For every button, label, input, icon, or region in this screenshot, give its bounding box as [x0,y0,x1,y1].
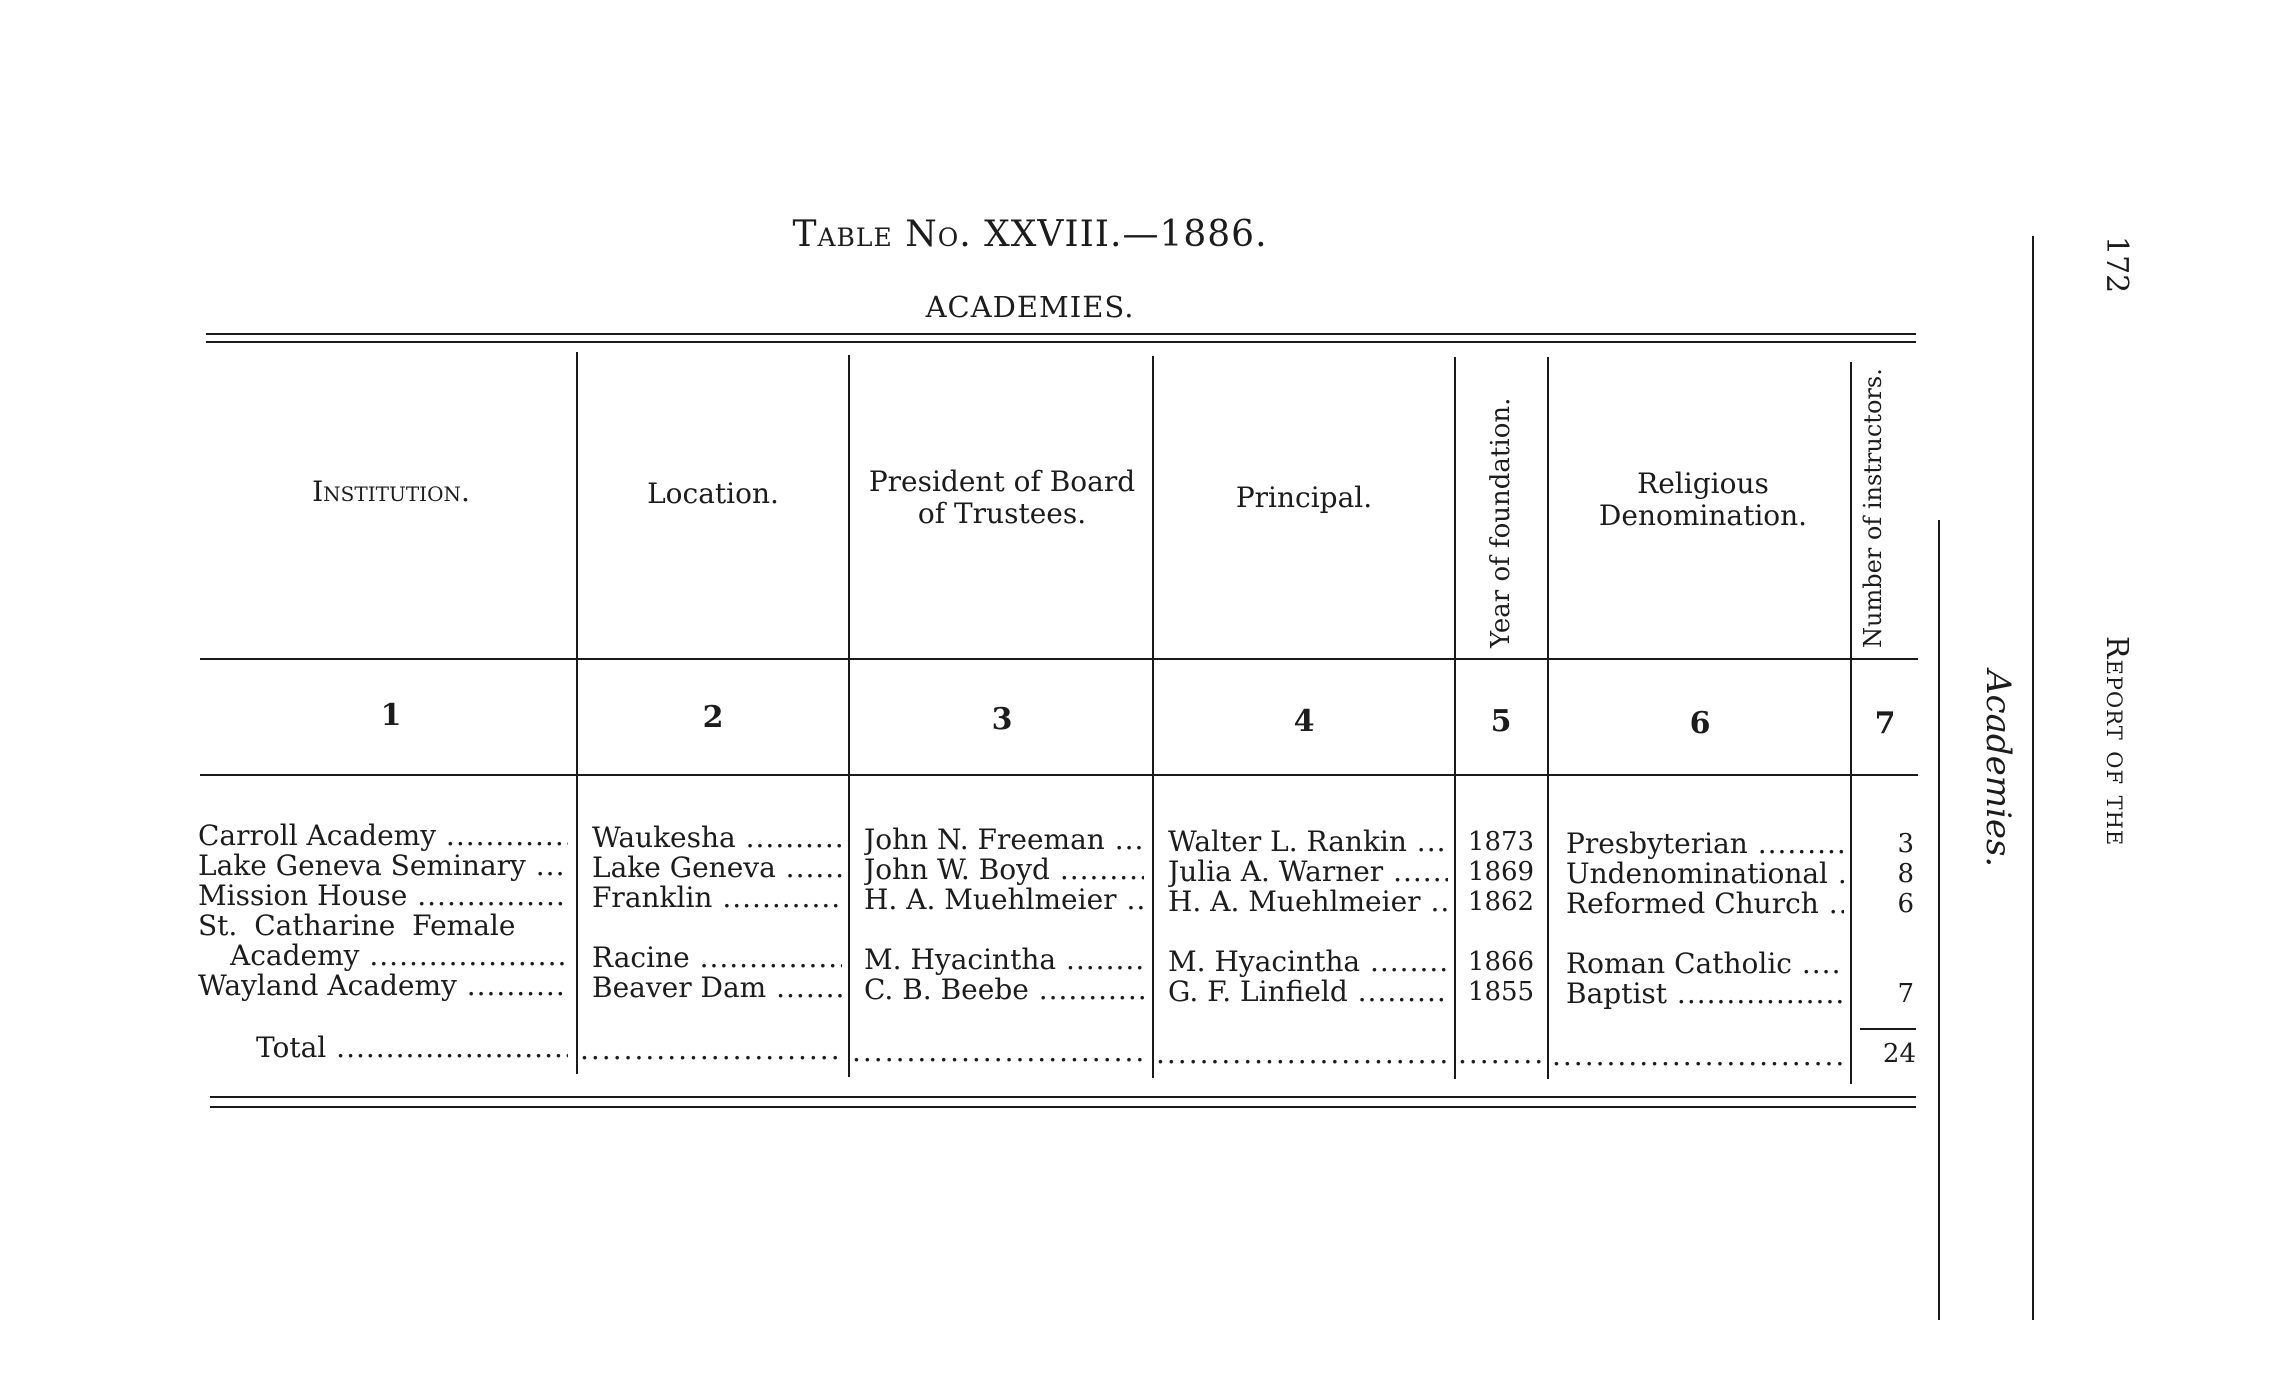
cell-year: 1862 [1467,887,1535,917]
cell-principal: Walter L. Rankin ..... [1168,827,1448,857]
cell-denomination: Undenominational ..... [1566,859,1844,889]
cell-institution-line1: St. Catharine Female [198,911,516,941]
column-number: 7 [1874,706,1896,741]
table-label: Table No. [792,214,972,255]
total-dots [580,1035,842,1065]
total-dots [1156,1039,1450,1069]
column-divider [1454,357,1456,1079]
cell-president: M. Hyacintha ..... [864,945,1144,975]
header-year-founded: Year of foundation. [1486,397,1516,648]
cell-principal: G. F. Linfield ..... [1168,977,1448,1007]
cell-president: C. B. Beebe ..... [864,975,1144,1005]
cell-institution: Carroll Academy ..... [198,821,568,851]
header-rule [200,658,1918,660]
cell-instructors: 6 [1897,889,1914,919]
bottom-rule-2 [210,1106,1916,1108]
cell-location: Waukesha ..... [592,823,842,853]
cell-principal: Julia A. Warner ..... [1168,857,1448,887]
cell-location: Racine ..... [592,943,842,973]
numbers-rule [200,774,1918,776]
cell-denomination: Presbyterian ..... [1566,829,1844,859]
table-number: XXVIII. [984,214,1123,255]
cell-instructors: 8 [1897,859,1914,889]
cell-year: 1855 [1467,977,1535,1007]
cell-denomination: Roman Catholic ..... [1566,949,1844,979]
margin-rule [2032,236,2034,1320]
column-divider [576,352,578,1074]
bottom-rule [210,1096,1916,1098]
table-year: —1886. [1122,214,1268,255]
running-head: Report of the [2099,636,2134,847]
column-number: 4 [1293,704,1315,739]
total-sum-rule [1860,1028,1916,1030]
cell-location: Franklin ..... [592,883,842,913]
cell-president: H. A. Muehlmeier ..... [864,885,1144,915]
table-title [700,214,1360,255]
top-rule [206,333,1916,335]
column-number: 1 [380,698,402,733]
page-number: 172 [2099,236,2134,294]
cell-institution: Academy ..... [230,941,568,971]
cell-institution: Lake Geneva Seminary ..... [198,851,568,881]
header-location: Location. [647,477,779,510]
cell-institution: Wayland Academy ..... [198,971,568,1001]
margin-rule [1938,520,1940,1320]
table-subtitle: ACADEMIES. [925,290,1135,324]
cell-location: Lake Geneva ..... [592,853,842,883]
column-divider [848,355,850,1077]
cell-president: John N. Freeman ..... [864,825,1144,855]
cell-year: 1866 [1467,947,1535,977]
column-number: 5 [1490,704,1512,739]
header-instructors: Number of instructors. [1859,368,1887,648]
header-president: President of Board of Trustees. [868,465,1136,530]
cell-year: 1869 [1467,857,1535,887]
cell-instructors: 7 [1897,979,1914,1009]
column-number: 3 [991,702,1013,737]
cell-denomination: Baptist ..... [1566,979,1844,1009]
cell-principal: H. A. Muehlmeier ..... [1168,887,1448,917]
column-number: 2 [702,700,724,735]
cell-year: 1873 [1467,827,1535,857]
column-divider [1547,357,1549,1079]
cell-instructors: 3 [1897,829,1914,859]
total-instructors: 24 [1882,1039,1916,1069]
column-divider [1152,356,1154,1078]
column-number: 6 [1689,706,1711,741]
total-dots [1552,1041,1846,1071]
cell-location: Beaver Dam ..... [592,973,842,1003]
top-rule-2 [206,341,1916,343]
cell-denomination: Reformed Church ..... [1566,889,1844,919]
total-label: Total ..... [256,1033,568,1063]
header-institution: Institution. [312,475,470,508]
cell-institution: Mission House ..... [198,881,568,911]
total-dots [1458,1039,1544,1069]
total-dots [852,1037,1146,1067]
cell-principal: M. Hyacintha ..... [1168,947,1448,977]
section-heading: Academies. [1978,670,2018,868]
header-principal: Principal. [1235,481,1373,514]
cell-president: John W. Boyd ..... [864,855,1144,885]
header-denomination: Religious Denomination. [1598,467,1808,532]
